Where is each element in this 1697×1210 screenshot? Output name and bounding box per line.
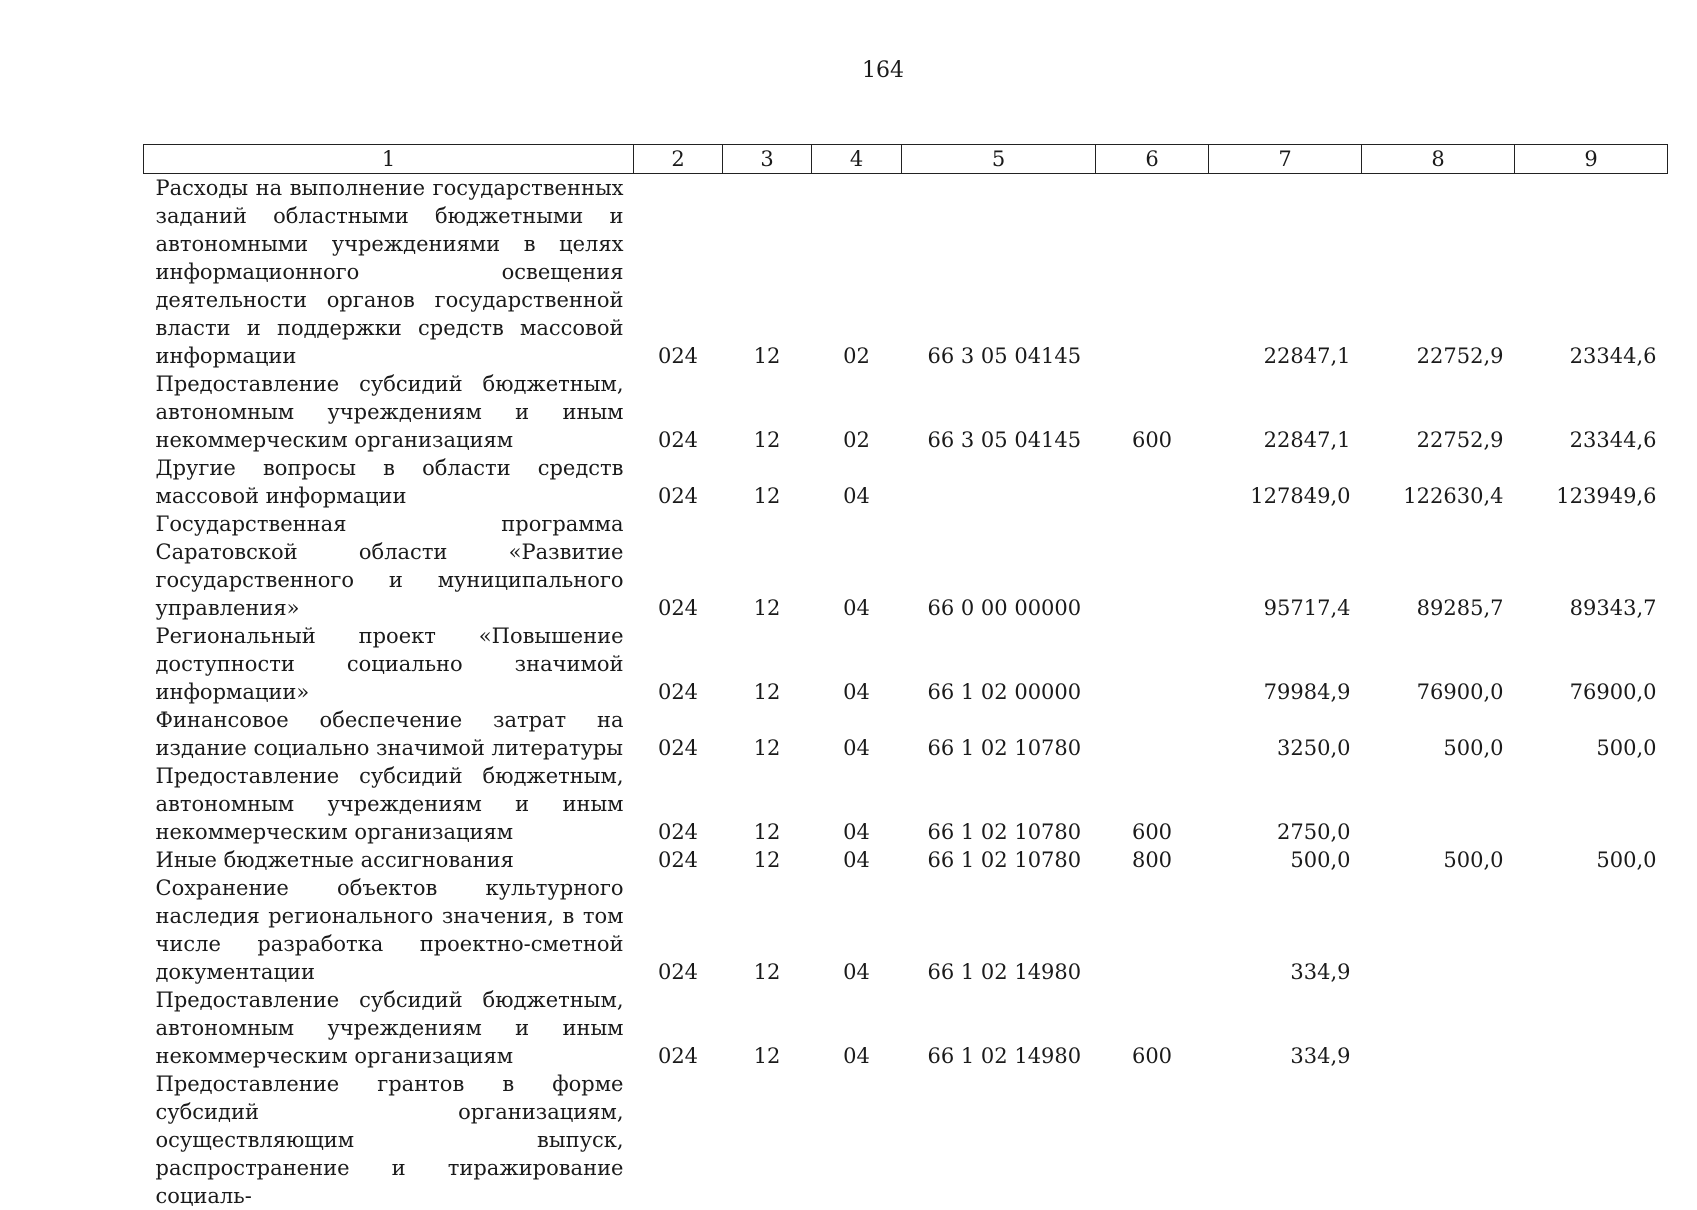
subsection-code: 04 (812, 706, 902, 762)
amount-col-9: 500,0 (1515, 846, 1668, 874)
column-header-8: 8 (1362, 145, 1515, 174)
amount-col-8 (1362, 1070, 1515, 1210)
column-header-3: 3 (723, 145, 812, 174)
column-header-4: 4 (812, 145, 902, 174)
amount-col-7: 22847,1 (1209, 370, 1362, 454)
amount-col-7: 3250,0 (1209, 706, 1362, 762)
table-row (144, 510, 1668, 622)
amount-col-9 (1515, 874, 1668, 986)
amount-col-8 (1362, 762, 1515, 846)
item-name: Предоставление субсидий бюджетным, автономным учреждениям и иным некоммерческим организациям (144, 986, 634, 1070)
item-name: Другие вопросы в области средств массовой информации (144, 454, 634, 510)
expense-type-code: 800 (1096, 846, 1209, 874)
amount-col-8: 76900,0 (1362, 622, 1515, 706)
expense-type-code (1096, 174, 1209, 371)
amount-col-7: 334,9 (1209, 874, 1362, 986)
ministry-code: 024 (634, 370, 723, 454)
subsection-code: 04 (812, 874, 902, 986)
ministry-code: 024 (634, 174, 723, 371)
column-header-5: 5 (902, 145, 1096, 174)
section-code: 12 (723, 986, 812, 1070)
section-code: 12 (723, 874, 812, 986)
item-name: Иные бюджетные ассигнования (144, 846, 634, 874)
amount-col-7: 79984,9 (1209, 622, 1362, 706)
target-article-code (902, 1070, 1096, 1210)
amount-col-9 (1515, 1070, 1668, 1210)
target-article-code: 66 0 00 00000 (902, 510, 1096, 622)
item-name: Государственная программа Саратовской области «Развитие государственного и муниципального управления» (144, 510, 634, 622)
amount-col-8: 500,0 (1362, 846, 1515, 874)
expense-type-code (1096, 622, 1209, 706)
ministry-code: 024 (634, 846, 723, 874)
target-article-code: 66 3 05 04145 (902, 174, 1096, 371)
expense-type-code (1096, 706, 1209, 762)
expense-type-code (1096, 874, 1209, 986)
amount-col-8: 22752,9 (1362, 174, 1515, 371)
item-name: Предоставление субсидий бюджетным, автономным учреждениям и иным некоммерческим организациям (144, 762, 634, 846)
amount-col-7: 95717,4 (1209, 510, 1362, 622)
amount-col-9: 123949,6 (1515, 454, 1668, 510)
target-article-code: 66 1 02 10780 (902, 846, 1096, 874)
target-article-code (902, 454, 1096, 510)
subsection-code: 04 (812, 846, 902, 874)
amount-col-8: 122630,4 (1362, 454, 1515, 510)
subsection-code: 02 (812, 174, 902, 371)
column-header-6: 6 (1096, 145, 1209, 174)
subsection-code: 04 (812, 986, 902, 1070)
amount-col-8: 500,0 (1362, 706, 1515, 762)
column-header-9: 9 (1515, 145, 1668, 174)
ministry-code: 024 (634, 986, 723, 1070)
amount-col-9: 500,0 (1515, 706, 1668, 762)
item-name: Предоставление субсидий бюджетным, автономным учреждениям и иным некоммерческим организациям (144, 370, 634, 454)
item-name: Региональный проект «Повышение доступности социально значимой информации» (144, 622, 634, 706)
amount-col-7: 334,9 (1209, 986, 1362, 1070)
section-code: 12 (723, 174, 812, 371)
column-number-header-row (144, 145, 1668, 174)
expense-type-code (1096, 454, 1209, 510)
ministry-code: 024 (634, 706, 723, 762)
amount-col-8 (1362, 874, 1515, 986)
ministry-code (634, 1070, 723, 1210)
subsection-code: 04 (812, 454, 902, 510)
table-row (144, 874, 1668, 986)
amount-col-8: 22752,9 (1362, 370, 1515, 454)
amount-col-8: 89285,7 (1362, 510, 1515, 622)
amount-col-9: 23344,6 (1515, 370, 1668, 454)
subsection-code: 04 (812, 510, 902, 622)
table-row (144, 622, 1668, 706)
table-body (144, 174, 1668, 1210)
section-code: 12 (723, 846, 812, 874)
item-name: Расходы на выполнение государственных заданий областными бюджетными и автономными учреждениями в целях информационного освещения деятельности органов государственной власти и поддержки средств массовой информации (144, 174, 634, 371)
table-row (144, 846, 1668, 874)
table-row (144, 1070, 1668, 1210)
section-code (723, 1070, 812, 1210)
ministry-code: 024 (634, 762, 723, 846)
section-code: 12 (723, 706, 812, 762)
amount-col-9: 76900,0 (1515, 622, 1668, 706)
column-header-2: 2 (634, 145, 723, 174)
table-row (144, 762, 1668, 846)
ministry-code: 024 (634, 622, 723, 706)
amount-col-8 (1362, 986, 1515, 1070)
subsection-code: 04 (812, 622, 902, 706)
ministry-code: 024 (634, 510, 723, 622)
expense-type-code (1096, 510, 1209, 622)
subsection-code (812, 1070, 902, 1210)
amount-col-7: 127849,0 (1209, 454, 1362, 510)
budget-table (143, 144, 1668, 1210)
target-article-code: 66 1 02 14980 (902, 874, 1096, 986)
section-code: 12 (723, 510, 812, 622)
amount-col-9 (1515, 986, 1668, 1070)
amount-col-7: 22847,1 (1209, 174, 1362, 371)
item-name: Сохранение объектов культурного наследия регионального значения, в том числе разработка проектно-сметной документации (144, 874, 634, 986)
table-row (144, 986, 1668, 1070)
amount-col-7 (1209, 1070, 1362, 1210)
section-code: 12 (723, 622, 812, 706)
target-article-code: 66 1 02 10780 (902, 762, 1096, 846)
expense-type-code: 600 (1096, 762, 1209, 846)
amount-col-7: 500,0 (1209, 846, 1362, 874)
section-code: 12 (723, 454, 812, 510)
page-number: 164 (0, 58, 1697, 83)
amount-col-7: 2750,0 (1209, 762, 1362, 846)
ministry-code: 024 (634, 874, 723, 986)
ministry-code: 024 (634, 454, 723, 510)
expense-type-code: 600 (1096, 986, 1209, 1070)
column-header-7: 7 (1209, 145, 1362, 174)
section-code: 12 (723, 370, 812, 454)
target-article-code: 66 3 05 04145 (902, 370, 1096, 454)
amount-col-9: 89343,7 (1515, 510, 1668, 622)
expense-type-code: 600 (1096, 370, 1209, 454)
table-row (144, 454, 1668, 510)
item-name: Финансовое обеспечение затрат на издание социально значимой литературы (144, 706, 634, 762)
subsection-code: 02 (812, 370, 902, 454)
target-article-code: 66 1 02 00000 (902, 622, 1096, 706)
target-article-code: 66 1 02 10780 (902, 706, 1096, 762)
amount-col-9: 23344,6 (1515, 174, 1668, 371)
subsection-code: 04 (812, 762, 902, 846)
target-article-code: 66 1 02 14980 (902, 986, 1096, 1070)
expense-type-code (1096, 1070, 1209, 1210)
amount-col-9 (1515, 762, 1668, 846)
table-row (144, 174, 1668, 371)
item-name: Предоставление грантов в форме субсидий организациям, осуществляющим выпуск, распространение и тиражирование социаль- (144, 1070, 634, 1210)
table-row (144, 370, 1668, 454)
column-header-1: 1 (144, 145, 634, 174)
table-row (144, 706, 1668, 762)
section-code: 12 (723, 762, 812, 846)
